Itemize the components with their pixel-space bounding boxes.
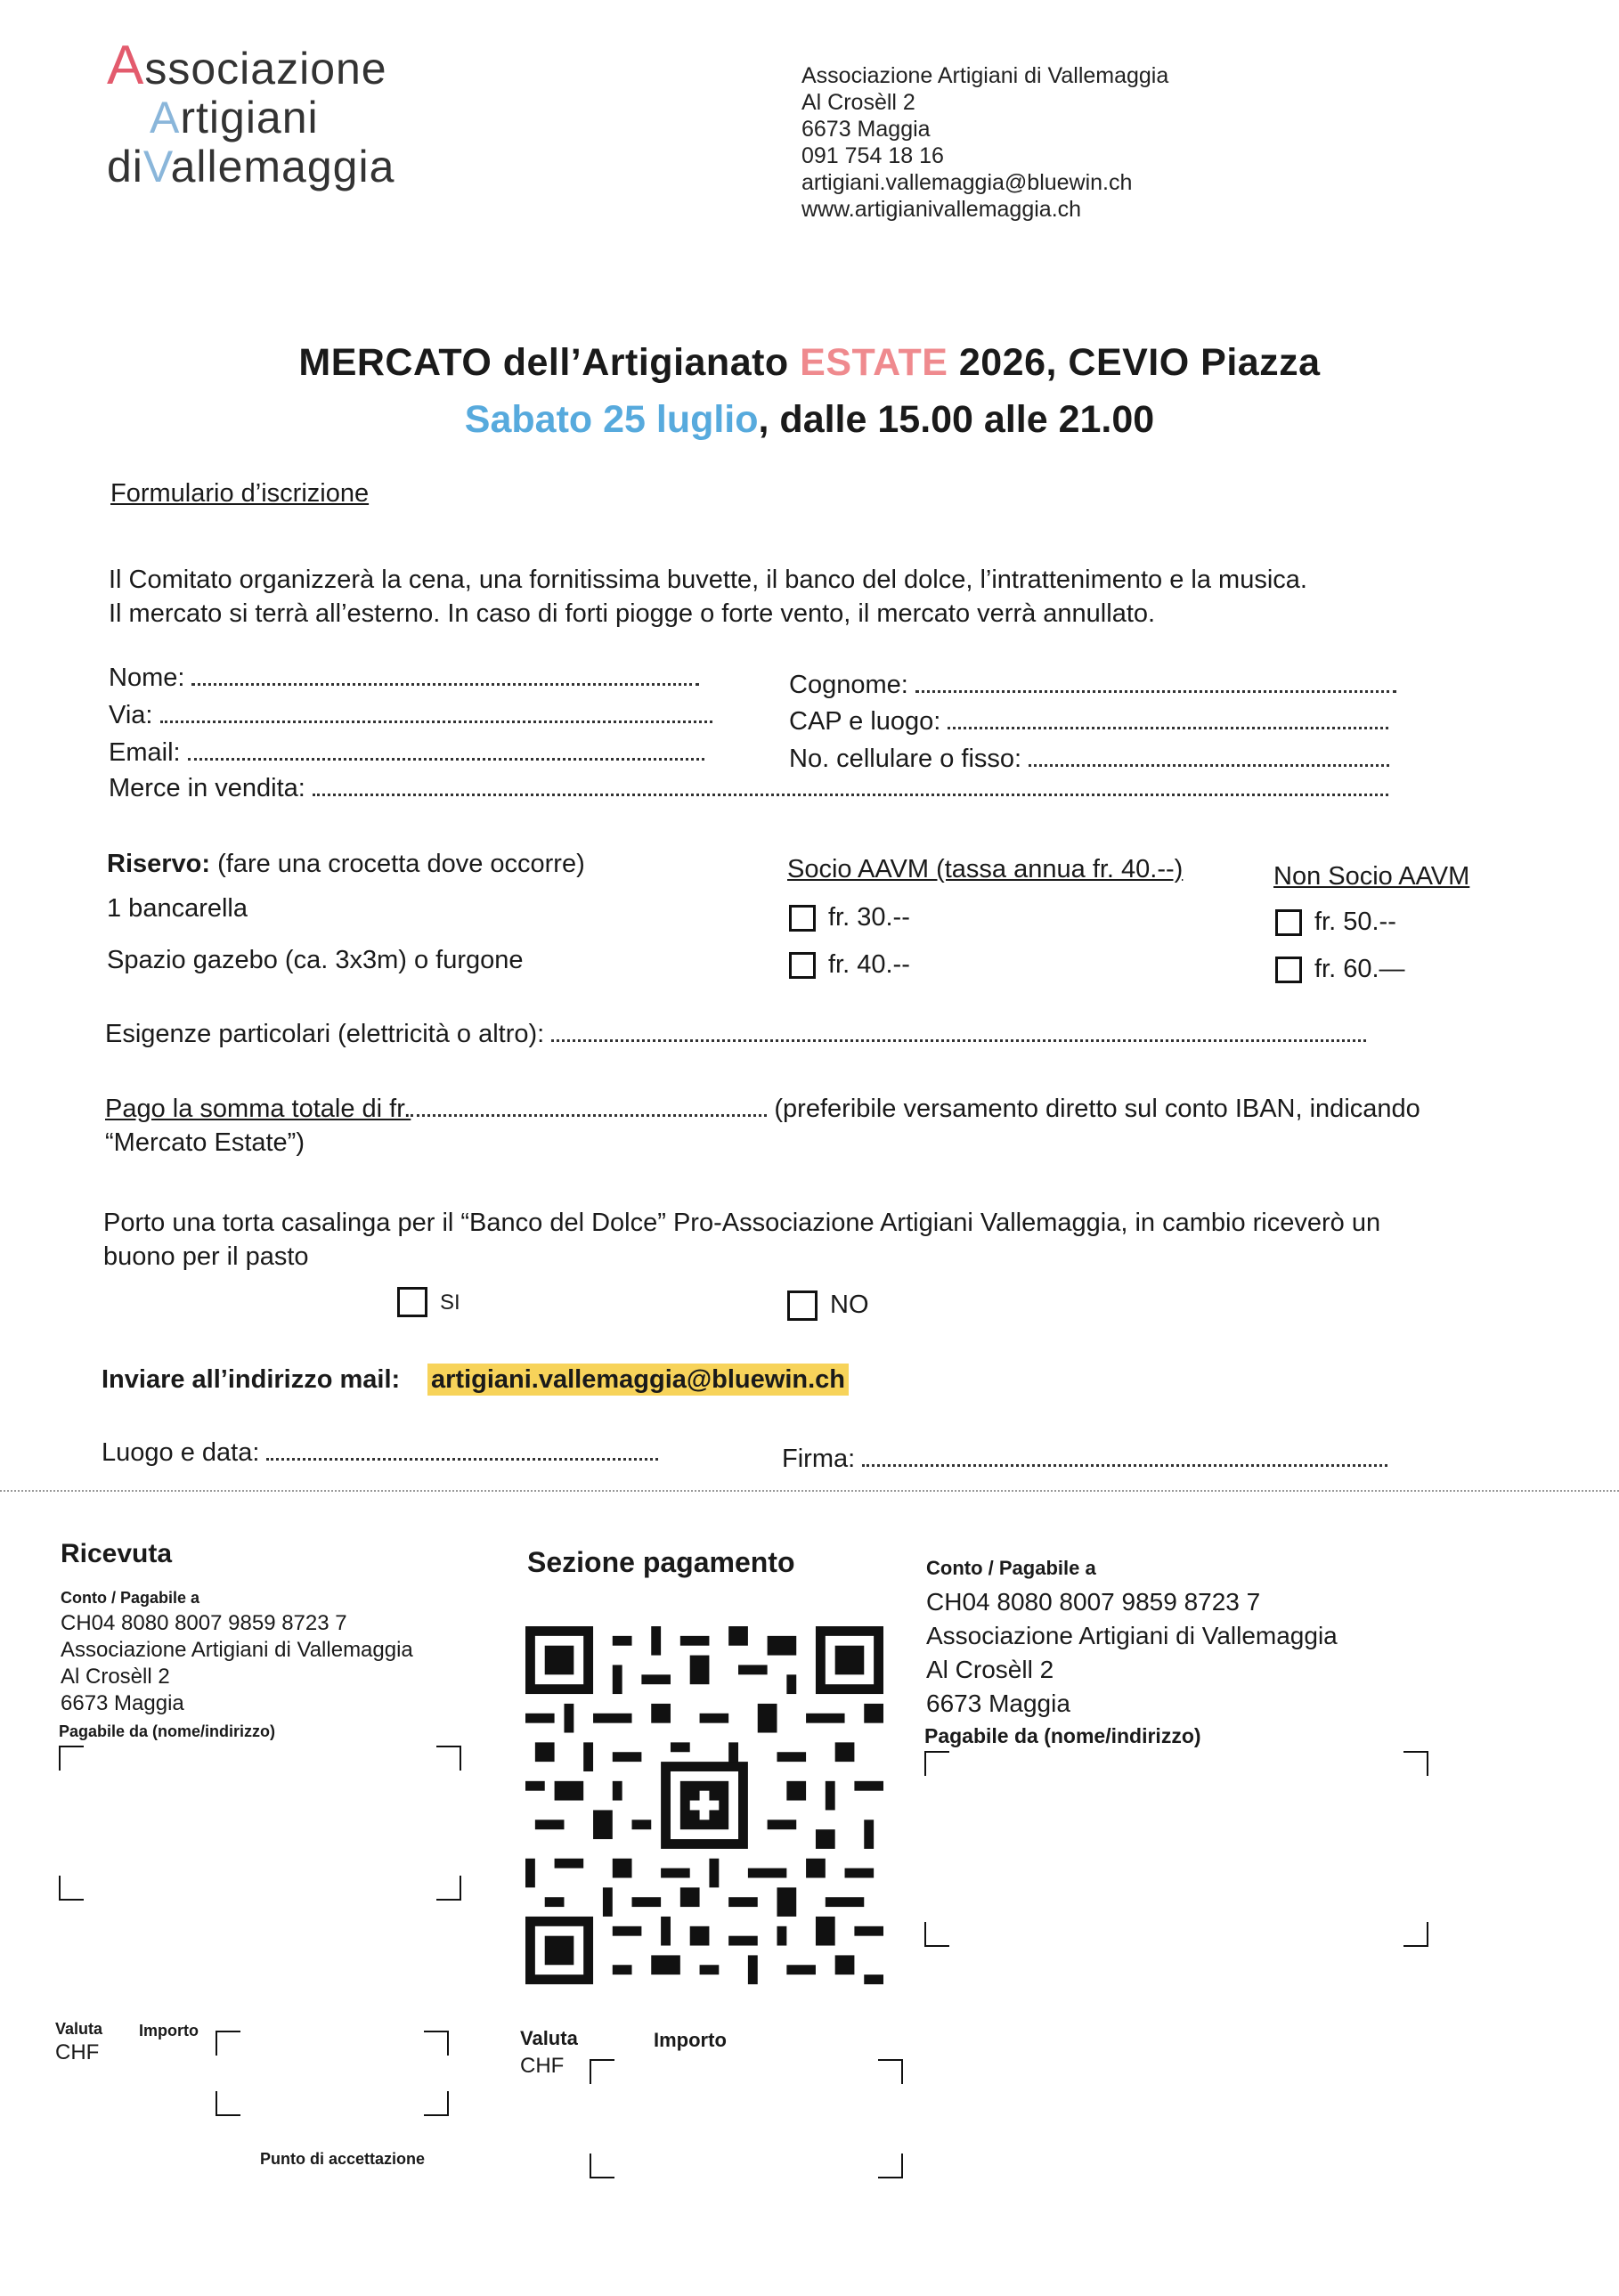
event-date xyxy=(0,398,1619,442)
receipt-valuta-label: Valuta xyxy=(55,2020,103,2038)
corner-mark xyxy=(924,1922,949,1947)
logo-line2: rtigiani xyxy=(180,93,319,142)
label-nome: Nome: xyxy=(109,664,185,692)
torta-line1: Porto una torta casalinga per il “Banco del Dolce” Pro-Associazione Artigiani Vallemaggia, in cambio riceverò un xyxy=(103,1209,1381,1237)
receipt-payer-box[interactable] xyxy=(59,1746,461,1901)
corner-mark xyxy=(59,1746,84,1771)
label-si: SI xyxy=(440,1290,460,1315)
cap-line[interactable] xyxy=(948,705,1388,729)
pago-note-line2: “Mercato Estate”) xyxy=(105,1128,305,1157)
torta-line2: buono per il pasto xyxy=(103,1242,309,1271)
label-merce: Merce in vendita: xyxy=(109,774,305,802)
corner-mark xyxy=(59,1876,84,1901)
corner-mark xyxy=(436,1876,461,1901)
title-part2: 2026, CEVIO Piazza xyxy=(948,341,1321,384)
payment-amount-box[interactable] xyxy=(590,2059,903,2178)
merce-line[interactable] xyxy=(313,772,1388,796)
org-address xyxy=(801,62,1168,223)
receipt-conto-label: Conto / Pagabile a xyxy=(61,1589,200,1607)
logo-line1: ssociazione xyxy=(144,44,387,94)
receipt-amount-box[interactable] xyxy=(216,2031,449,2116)
checkbox-nonsocio-gazebo[interactable] xyxy=(1275,957,1302,983)
addr-phone: 091 754 18 16 xyxy=(801,143,944,168)
payment-payee-street: Al Crosèll 2 xyxy=(926,1656,1054,1683)
payment-importo-label: Importo xyxy=(654,2029,727,2051)
checkbox-socio-gazebo[interactable] xyxy=(789,952,816,979)
corner-mark xyxy=(878,2154,903,2178)
receipt-currency: CHF xyxy=(55,2040,100,2064)
corner-mark xyxy=(1403,1922,1428,1947)
bancarella-label: 1 bancarella xyxy=(107,894,248,923)
field-luogo[interactable] xyxy=(102,1436,658,1470)
receipt-title: Ricevuta xyxy=(61,1539,173,1568)
checkbox-si[interactable] xyxy=(397,1287,427,1317)
payment-payer-label: Pagabile da (nome/indirizzo) xyxy=(924,1724,1201,1747)
event-time: , dalle 15.00 alle 21.00 xyxy=(758,398,1155,441)
acceptance-point-label: Punto di accettazione xyxy=(260,2150,426,2168)
addr-street: Al Crosèll 2 xyxy=(801,90,915,115)
via-line[interactable] xyxy=(160,699,712,723)
title-part1: MERCATO dell’Artigianato xyxy=(298,341,801,384)
riservo-note: (fare una crocetta dove occorre) xyxy=(210,850,585,878)
payment-conto-label: Conto / Pagabile a xyxy=(926,1557,1096,1579)
field-merce[interactable] xyxy=(109,771,1388,805)
corner-mark xyxy=(1403,1751,1428,1776)
email-line[interactable] xyxy=(188,737,704,761)
payment-section-title: Sezione pagamento xyxy=(527,1546,795,1578)
addr-city: 6673 Maggia xyxy=(801,117,931,142)
label-cognome: Cognome: xyxy=(789,671,908,699)
title-estate: ESTATE xyxy=(800,341,948,384)
option-nonsocio-bancarella[interactable] xyxy=(1275,905,1396,939)
payment-valuta-label: Valuta xyxy=(520,2027,578,2049)
corner-mark xyxy=(436,1746,461,1771)
addr-web: www.artigianivallemaggia.ch xyxy=(801,197,1082,222)
field-esigenze[interactable] xyxy=(105,1017,1366,1051)
field-via[interactable] xyxy=(109,698,712,732)
price-socio-gazebo: fr. 40.-- xyxy=(828,950,910,979)
logo-letter-v: V xyxy=(142,142,171,191)
option-socio-gazebo[interactable] xyxy=(789,948,910,981)
logo-di: di xyxy=(107,142,143,191)
firma-line[interactable] xyxy=(862,1443,1387,1467)
gazebo-label: Spazio gazebo (ca. 3x3m) o furgone xyxy=(107,946,524,974)
inviare-label: Inviare all’indirizzo mail: xyxy=(102,1365,401,1394)
perforation-line xyxy=(0,1490,1619,1492)
payment-iban: CH04 8080 8007 9859 8723 7 xyxy=(926,1588,1261,1616)
corner-mark xyxy=(424,2031,449,2056)
label-via: Via: xyxy=(109,701,153,729)
receipt-payee-city: 6673 Maggia xyxy=(61,1691,184,1715)
field-firma[interactable] xyxy=(782,1442,1387,1476)
checkbox-no[interactable] xyxy=(787,1290,818,1321)
label-luogo: Luogo e data: xyxy=(102,1438,260,1467)
checkbox-socio-bancarella[interactable] xyxy=(789,905,816,932)
cell-line[interactable] xyxy=(1029,743,1389,767)
addr-name: Associazione Artigiani di Vallemaggia xyxy=(801,63,1169,88)
socio-heading: Socio AAVM (tassa annua fr. 40.--) xyxy=(787,855,1184,883)
corner-mark xyxy=(590,2059,614,2084)
corner-mark xyxy=(590,2154,614,2178)
corner-mark xyxy=(216,2031,240,2056)
addr-email: artigiani.vallemaggia@bluewin.ch xyxy=(801,170,1133,195)
pago-note: (preferibile versamento diretto sul conto IBAN, indicando xyxy=(767,1095,1420,1123)
receipt-account xyxy=(61,1610,413,1717)
payment-payee-city: 6673 Maggia xyxy=(926,1689,1070,1717)
label-email: Email: xyxy=(109,738,181,767)
field-cell[interactable] xyxy=(789,742,1389,776)
field-cognome[interactable] xyxy=(789,668,1396,702)
checkbox-nonsocio-bancarella[interactable] xyxy=(1275,909,1302,936)
pago-line[interactable] xyxy=(411,1093,767,1117)
receipt-payer-label: Pagabile da (nome/indirizzo) xyxy=(59,1722,276,1740)
option-nonsocio-gazebo[interactable] xyxy=(1275,952,1405,986)
payment-payer-box[interactable] xyxy=(924,1751,1428,1947)
payment-payee-name: Associazione Artigiani di Vallemaggia xyxy=(926,1622,1338,1649)
price-nonsocio-gazebo: fr. 60.— xyxy=(1314,955,1405,983)
corner-mark xyxy=(424,2091,449,2116)
qr-code-icon xyxy=(525,1626,883,1984)
riservo-label xyxy=(107,847,585,881)
nome-line[interactable] xyxy=(191,662,699,686)
receipt-payee-street: Al Crosèll 2 xyxy=(61,1665,170,1689)
price-socio-bancarella: fr. 30.-- xyxy=(828,903,910,932)
form-heading: Formulario d’iscrizione xyxy=(110,479,370,508)
riservo-bold: Riservo: xyxy=(107,850,211,878)
cognome-line[interactable] xyxy=(915,669,1396,693)
field-cap[interactable] xyxy=(789,704,1388,738)
receipt-payee-name: Associazione Artigiani di Vallemaggia xyxy=(61,1638,413,1662)
corner-mark xyxy=(924,1751,949,1776)
logo-line3: allemaggia xyxy=(170,142,395,191)
event-title xyxy=(0,341,1619,385)
corner-mark xyxy=(216,2091,240,2116)
price-nonsocio-bancarella: fr. 50.-- xyxy=(1314,908,1396,936)
label-firma: Firma: xyxy=(782,1445,856,1473)
label-pago: Pago la somma totale di fr. xyxy=(105,1095,411,1123)
logo-letter-a: A xyxy=(107,35,145,96)
esigenze-line[interactable] xyxy=(551,1018,1366,1042)
logo-letter-a2: A xyxy=(150,93,181,142)
luogo-line[interactable] xyxy=(266,1437,658,1461)
option-socio-bancarella[interactable] xyxy=(789,900,910,934)
label-no: NO xyxy=(830,1290,869,1319)
nonsocio-heading: Non Socio AAVM xyxy=(1273,862,1470,891)
label-cap: CAP e luogo: xyxy=(789,707,941,736)
label-cell: No. cellulare o fisso: xyxy=(789,745,1022,773)
payment-currency: CHF xyxy=(520,2054,565,2078)
event-day: Sabato 25 luglio xyxy=(464,398,759,441)
mail-link[interactable] xyxy=(427,1363,849,1396)
field-email[interactable] xyxy=(109,736,704,769)
option-si[interactable] xyxy=(397,1284,460,1320)
payment-account xyxy=(926,1585,1338,1721)
receipt-iban: CH04 8080 8007 9859 8723 7 xyxy=(61,1611,347,1635)
label-esigenze: Esigenze particolari (elettricità o altro): xyxy=(105,1020,545,1048)
intro-line1: Il Comitato organizzerà la cena, una fornitissima buvette, il banco del dolce, l’intrattenimento e la musica. xyxy=(109,566,1307,594)
field-nome[interactable] xyxy=(109,661,699,695)
field-pago[interactable] xyxy=(105,1092,1420,1126)
mail-address[interactable]: artigiani.vallemaggia@bluewin.ch xyxy=(427,1364,849,1396)
receipt-importo-label: Importo xyxy=(139,2022,199,2040)
association-logo xyxy=(107,35,395,191)
intro-line2: Il mercato si terrà all’esterno. In caso di forti piogge o forte vento, il mercato verrà annullato. xyxy=(109,599,1156,628)
option-no[interactable] xyxy=(787,1288,869,1322)
corner-mark xyxy=(878,2059,903,2084)
